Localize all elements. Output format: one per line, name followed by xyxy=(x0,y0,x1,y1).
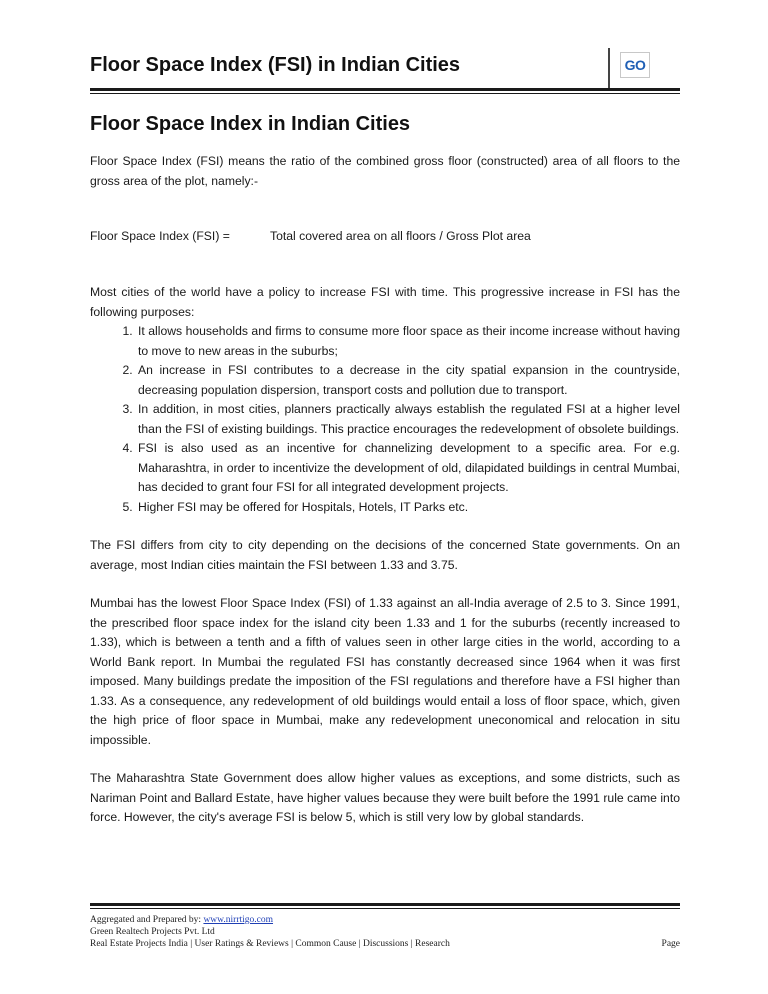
page-footer xyxy=(90,903,680,950)
paragraph-fsi-differs: The FSI differs from city to city depending on the decisions of the concerned State governments. On an average, most Indian cities maintain the FSI between 1.33 and 3.75. xyxy=(90,538,680,572)
footer-rule-thick xyxy=(90,903,680,906)
purposes-list xyxy=(90,322,680,517)
header-title: Floor Space Index (FSI) in Indian Cities xyxy=(90,54,461,76)
intro-paragraph: Floor Space Index (FSI) means the ratio of the combined gross floor (constructed) area of all floors to the gross area of the plot, namely:- xyxy=(90,154,680,188)
logo-text: GO xyxy=(624,57,646,73)
footer-links-line xyxy=(90,938,680,950)
go-logo-icon xyxy=(620,52,650,78)
list-item: 3. In addition, in most cities, planners practically always establish the regulated FSI at a higher level than the FSI of existing buildings. This practice encourages the redevelopment of obsolete buildings. xyxy=(136,400,680,439)
list-item: 4. FSI is also used as an incentive for channelizing development to a specific area. For e.g. Maharashtra, in order to incentivize the development of old, dilapidated buildings in central Mumbai, has decided to grant four FSI for all integrated development projects. xyxy=(136,439,680,498)
footer-prepared-line xyxy=(90,914,680,926)
footer-page-label: Page xyxy=(661,939,680,949)
formula-rhs: Total covered area on all floors / Gross Plot area xyxy=(270,229,531,243)
header-rule-thin xyxy=(90,93,680,94)
page-header xyxy=(90,48,680,92)
paragraph-mumbai: Mumbai has the lowest Floor Space Index (FSI) of 1.33 against an all-India average of 2.5 to 3. Since 1991, the prescribed floor space index for the island city been 1.33 and 1 for the suburbs (recently increased to 1.33), which is between a tenth and a fifth of values seen in other large cities in the world, according to a World Bank report. In Mumbai the regulated FSI has constantly decreased since 1964 when it was first imposed. Many buildings predate the imposition of the FSI regulations and therefore have a FSI higher than 1.33. As a consequence, any redevelopment of old buildings would entail a loss of floor space, which, given the high price of floor space in Mumbai, make any redevelopment uneconomical and relocation in situ impossible. xyxy=(90,596,680,747)
header-rule-thick xyxy=(90,88,680,91)
list-item: 1. It allows households and firms to consume more floor space as their income increase without having to move to new areas in the suburbs; xyxy=(136,322,680,361)
footer-prepared-label: Aggregated and Prepared by: xyxy=(90,915,204,925)
footer-links: Real Estate Projects India | User Ratings & Reviews | Common Cause | Discussions | Research xyxy=(90,939,450,949)
fsi-formula xyxy=(90,227,680,247)
list-item: 5. Higher FSI may be offered for Hospitals, Hotels, IT Parks etc. xyxy=(136,498,680,518)
formula-lhs: Floor Space Index (FSI) = xyxy=(90,229,230,243)
footer-rule-thin xyxy=(90,908,680,909)
header-divider xyxy=(608,48,610,90)
page-heading: Floor Space Index in Indian Cities xyxy=(90,113,411,135)
footer-company: Green Realtech Projects Pvt. Ltd xyxy=(90,927,215,937)
footer-website-link[interactable]: www.nirrtigo.com xyxy=(203,915,274,925)
purposes-intro: Most cities of the world have a policy to increase FSI with time. This progressive increase in FSI has the following purposes: xyxy=(90,285,680,319)
list-item: 2. An increase in FSI contributes to a decrease in the city spatial expansion in the countryside, decreasing population dispersion, transport costs and pollution due to transport. xyxy=(136,361,680,400)
main-content xyxy=(90,110,680,828)
paragraph-maharashtra: The Maharashtra State Government does allow higher values as exceptions, and some districts, such as Nariman Point and Ballard Estate, have higher values because they were built before the 1991 rule came into force. However, the city's average FSI is below 5, which is still very low by global standards. xyxy=(90,771,680,824)
